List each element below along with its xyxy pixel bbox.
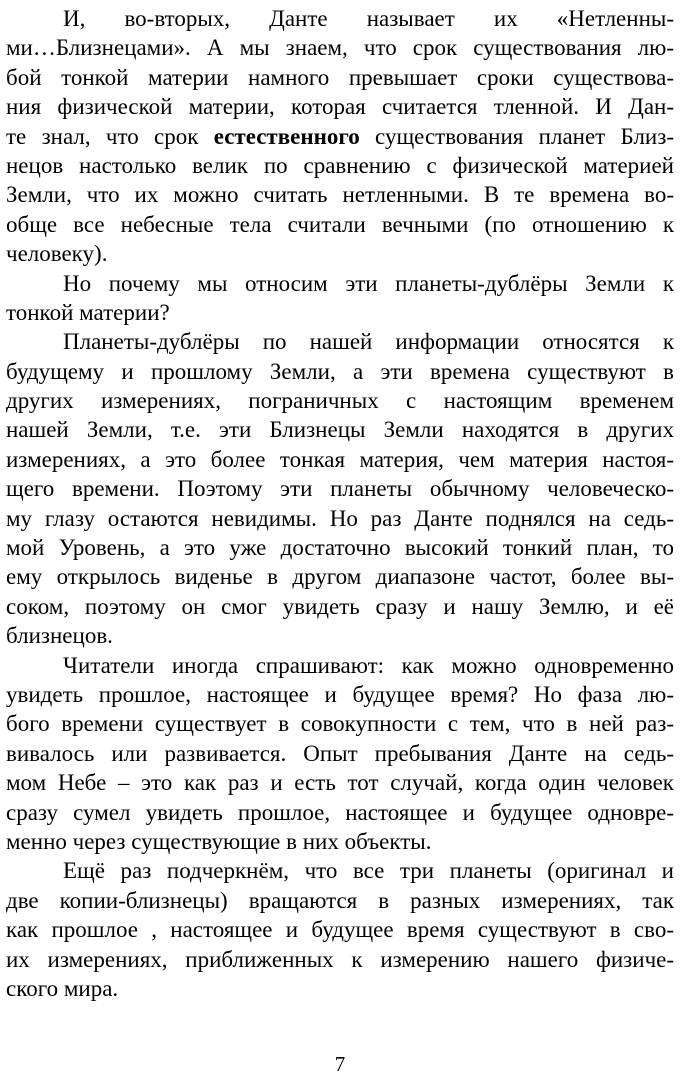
paragraph <box>6 856 674 1003</box>
text-line: му глазу остаются невидимы. Но раз Данте поднялся на седь- <box>6 505 674 531</box>
text-line: сразу сумел увидеть прошлое, настоящее и будущее одновре- <box>6 799 674 825</box>
text-line: ского мира. <box>6 975 119 1001</box>
text-line: человеку). <box>6 241 108 267</box>
text-line: Земли, что их можно считать нетленными. В те времена во- <box>6 182 674 208</box>
text-line: их измерениях, приближенных к измерению нашего физиче- <box>6 946 674 972</box>
paragraph <box>6 327 674 650</box>
text-line: как прошлое , настоящее и будущее время существуют в сво- <box>6 917 674 943</box>
text-line: тонкой материи? <box>6 299 170 325</box>
text-line: И, во-вторых, Данте называет их «Нетленны- <box>63 6 674 31</box>
text-line: соком, поэтому он смог увидеть сразу и нашу Землю, и её <box>6 593 674 619</box>
text-line <box>6 122 674 151</box>
text-line: близнецов. <box>6 623 113 649</box>
paragraph <box>6 651 674 857</box>
text-line: будущему и прошлому Земли, а эти времена существуют в <box>6 358 674 384</box>
text-line: бой тонкой материи намного превышает сроки существова- <box>6 64 674 90</box>
text-line: Но почему мы относим эти планеты-дублёры Земли к <box>63 270 674 296</box>
text-line: измерениях, а это более тонкая материя, чем материя настоя- <box>6 446 674 472</box>
text-line: нецов настолько велик по сравнению с физической материей <box>6 152 674 178</box>
text-line: ния физической материи, которая считается тленной. И Дан- <box>6 94 674 120</box>
text-line: Планеты-дублёры по нашей информации относятся к <box>63 329 674 355</box>
text-line: Читатели иногда спрашивают: как можно одновременно <box>63 652 674 678</box>
body-text <box>6 4 674 1003</box>
page-number: 7 <box>334 1052 346 1076</box>
text-line: менно через существующие в них объекты. <box>6 828 432 854</box>
text-line: увидеть прошлое, настоящее и будущее время? Но фаза лю- <box>6 681 674 707</box>
text-line: бого времени существует в совокупности с тем, что в ней раз- <box>6 711 674 737</box>
text-line: других измерениях, пограничных с настоящим временем <box>6 388 674 414</box>
text-line: ему открылось виденье в другом диапазоне частот, более вы- <box>6 564 674 590</box>
text-line: мой Уровень, а это уже достаточно высокий тонкий план, то <box>6 535 674 561</box>
text-line: Ещё раз подчеркнём, что все три планеты (оригинал и <box>63 858 674 884</box>
text-line: две копии-близнецы) вращаются в разных измерениях, так <box>6 887 674 913</box>
paragraph <box>6 269 674 328</box>
text-line: вивалось или развивается. Опыт пребывания Данте на седь- <box>6 740 674 766</box>
text-line: щего времени. Поэтому эти планеты обычному человеческо- <box>6 476 674 502</box>
book-page <box>6 0 674 1080</box>
text-line: мом Небе – это как раз и есть тот случай, когда один человек <box>6 770 674 796</box>
text-line: обще все небесные тела считали вечными (по отношению к <box>6 211 674 237</box>
paragraph <box>6 4 674 269</box>
text-segment: те знал, что срок <box>6 123 214 149</box>
text-line: нашей Земли, т.е. эти Близнецы Земли находятся в других <box>6 417 674 443</box>
text-line: ми…Близнецами». А мы знаем, что срок существования лю- <box>6 35 674 61</box>
emphasized-word: естественного <box>213 123 360 149</box>
text-segment: существования планет Близ- <box>359 123 674 149</box>
